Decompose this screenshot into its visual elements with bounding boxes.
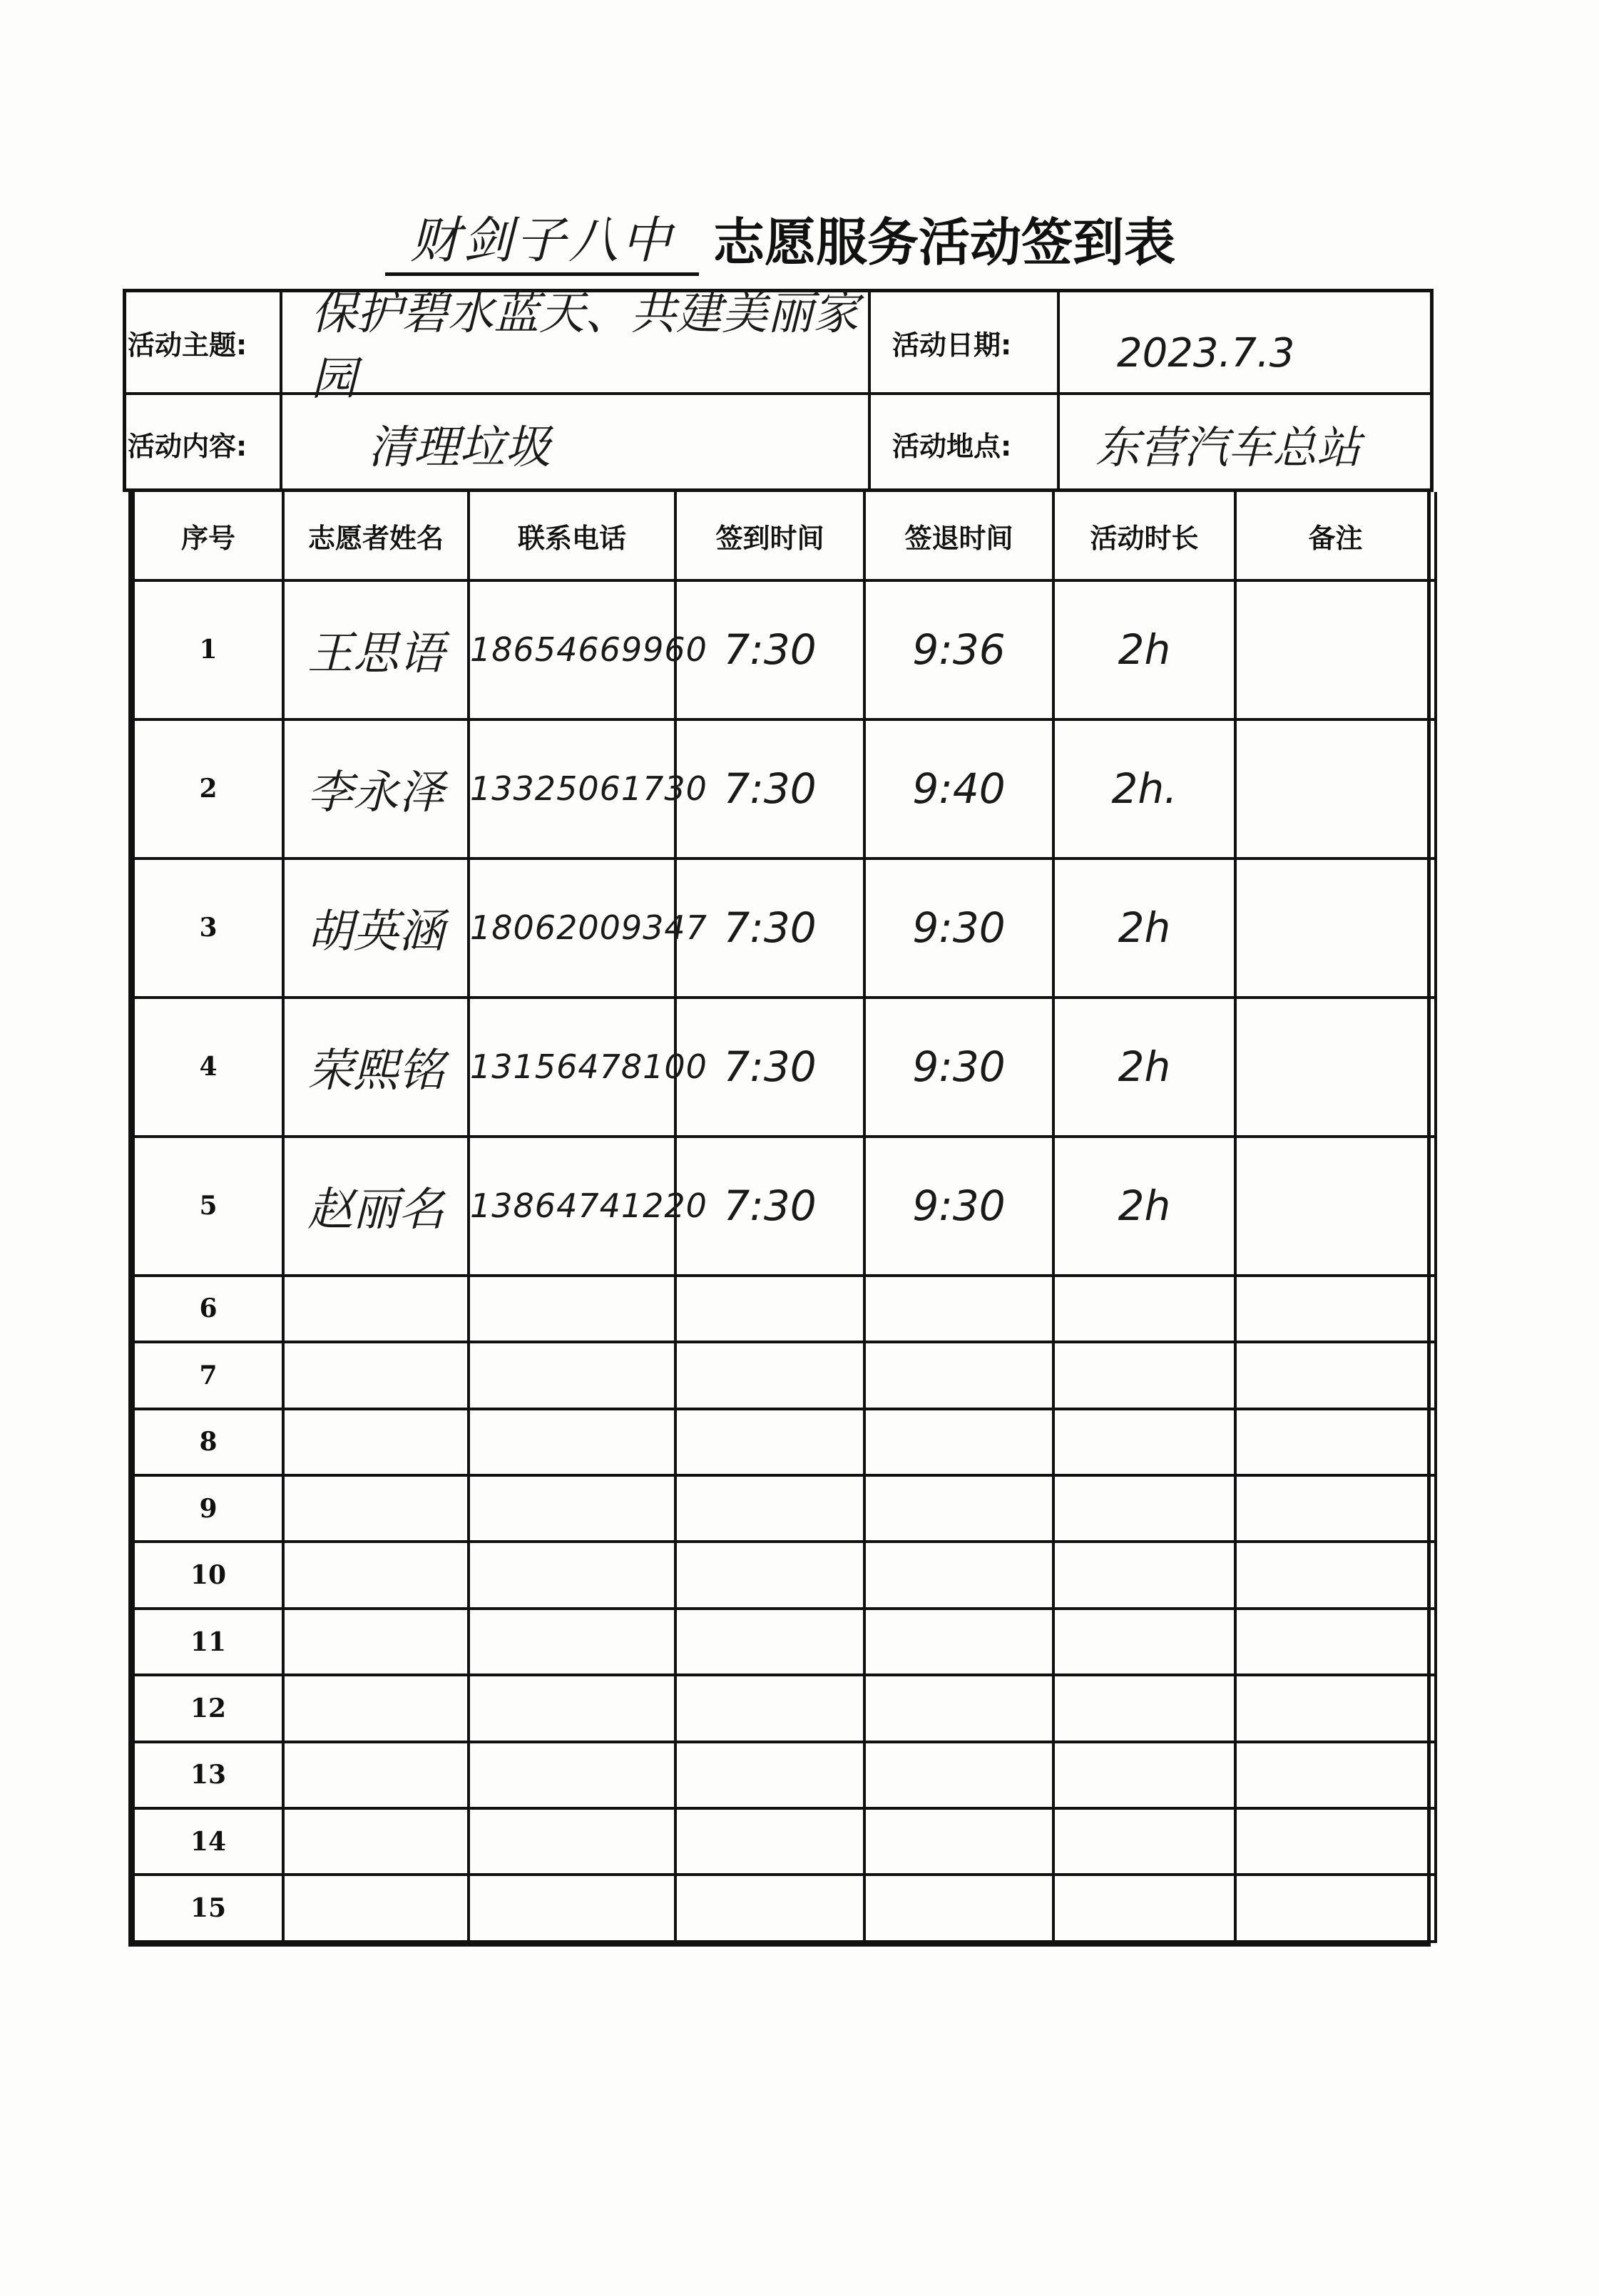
- column-header-duration: 活动时长: [1053, 492, 1235, 580]
- sign-out-time: [864, 1409, 1053, 1475]
- activity-info-table: [123, 289, 1434, 492]
- sign-in-time: [675, 1342, 864, 1408]
- note: [1235, 1742, 1436, 1808]
- sign-in-time: [675, 1808, 864, 1875]
- table-row: [133, 1409, 1436, 1475]
- activity-duration: [1053, 1342, 1235, 1408]
- volunteer-name: 荣熙铭: [283, 998, 469, 1137]
- row-number: 4: [133, 998, 283, 1137]
- sign-in-time: [675, 1609, 864, 1675]
- sign-out-time: [864, 1542, 1053, 1608]
- activity-place-label: 活动地点:: [892, 430, 1012, 462]
- table-row: [133, 998, 1436, 1137]
- row-number: 8: [133, 1409, 283, 1475]
- phone-number: 13864741220: [469, 1137, 675, 1276]
- phone-number: [469, 1475, 675, 1542]
- sign-in-time: 7:30: [675, 998, 864, 1137]
- organization-name-handwritten: 财剑子八中: [385, 208, 699, 276]
- sign-in-time: [675, 1875, 864, 1942]
- table-row: [133, 1609, 1436, 1675]
- row-number: 12: [133, 1675, 283, 1741]
- sign-out-time: 9:30: [864, 1137, 1053, 1276]
- column-header-name: 志愿者姓名: [283, 492, 469, 580]
- sheet-title: [357, 200, 1355, 285]
- sign-out-time: [864, 1875, 1053, 1942]
- note: [1235, 719, 1436, 859]
- volunteer-name: [283, 1342, 469, 1408]
- table-row: [133, 1675, 1436, 1741]
- sign-in-time: 7:30: [675, 580, 864, 719]
- volunteer-name: [283, 1542, 469, 1608]
- note: [1235, 580, 1436, 719]
- sign-in-time: [675, 1742, 864, 1808]
- table-row: [133, 1342, 1436, 1408]
- sign-out-time: [864, 1808, 1053, 1875]
- activity-duration: [1053, 1542, 1235, 1608]
- sign-out-time: 9:30: [864, 998, 1053, 1137]
- phone-number: 18062009347: [469, 859, 675, 998]
- table-row: [133, 1742, 1436, 1808]
- sheet-title-text: 志愿服务活动签到表: [713, 212, 1176, 272]
- volunteer-name: [283, 1675, 469, 1741]
- row-number: 15: [133, 1875, 283, 1942]
- volunteer-name: [283, 1409, 469, 1475]
- sign-in-time: 7:30: [675, 859, 864, 998]
- table-row: [133, 580, 1436, 719]
- column-header-number: 序号: [133, 492, 283, 580]
- phone-number: [469, 1609, 675, 1675]
- volunteer-name: [283, 1875, 469, 1942]
- sign-in-time: 7:30: [675, 719, 864, 859]
- activity-duration: [1053, 1276, 1235, 1342]
- activity-place-value: 东营汽车总站: [1095, 421, 1362, 473]
- phone-number: 13325061730: [469, 719, 675, 859]
- sign-out-time: [864, 1675, 1053, 1741]
- volunteer-name: 赵丽名: [283, 1137, 469, 1276]
- volunteer-name: [283, 1742, 469, 1808]
- sign-out-time: 9:36: [864, 580, 1053, 719]
- phone-number: [469, 1342, 675, 1408]
- column-header-note: 备注: [1235, 492, 1436, 580]
- activity-duration: [1053, 1409, 1235, 1475]
- phone-number: 18654669960: [469, 580, 675, 719]
- sign-out-time: [864, 1342, 1053, 1408]
- activity-date-value: 2023.7.3: [1117, 329, 1295, 376]
- table-row: [133, 1808, 1436, 1875]
- volunteer-name: [283, 1808, 469, 1875]
- activity-duration: 2h: [1053, 859, 1235, 998]
- activity-theme-label: 活动主题:: [128, 329, 247, 361]
- row-number: 10: [133, 1542, 283, 1608]
- activity-duration: 2h: [1053, 580, 1235, 719]
- row-number: 7: [133, 1342, 283, 1408]
- activity-duration: [1053, 1742, 1235, 1808]
- activity-date-label: 活动日期:: [892, 329, 1012, 361]
- activity-duration: [1053, 1609, 1235, 1675]
- volunteer-name: [283, 1276, 469, 1342]
- note: [1235, 1137, 1436, 1276]
- column-header-phone: 联系电话: [469, 492, 675, 580]
- note: [1235, 1409, 1436, 1475]
- volunteer-name: [283, 1609, 469, 1675]
- activity-duration: [1053, 1675, 1235, 1741]
- sign-out-time: 9:40: [864, 719, 1053, 859]
- activity-duration: [1053, 1808, 1235, 1875]
- phone-number: [469, 1742, 675, 1808]
- sign-in-time: [675, 1276, 864, 1342]
- table-row: [133, 1542, 1436, 1608]
- sign-in-time: 7:30: [675, 1137, 864, 1276]
- note: [1235, 998, 1436, 1137]
- phone-number: [469, 1276, 675, 1342]
- note: [1235, 1342, 1436, 1408]
- sign-in-time: [675, 1409, 864, 1475]
- row-number: 5: [133, 1137, 283, 1276]
- phone-number: 13156478100: [469, 998, 675, 1137]
- sign-out-time: [864, 1609, 1053, 1675]
- row-number: 9: [133, 1475, 283, 1542]
- column-header-sign-in-time: 签到时间: [675, 492, 864, 580]
- activity-content-value: 清理垃圾: [368, 421, 551, 474]
- table-row: [133, 1875, 1436, 1942]
- phone-number: [469, 1675, 675, 1741]
- volunteer-name: 王思语: [283, 580, 469, 719]
- row-number: 2: [133, 719, 283, 859]
- sign-out-time: [864, 1742, 1053, 1808]
- activity-duration: 2h: [1053, 1137, 1235, 1276]
- activity-duration: [1053, 1875, 1235, 1942]
- activity-content-label: 活动内容:: [128, 430, 247, 462]
- sign-in-time: [675, 1475, 864, 1542]
- activity-duration: 2h.: [1053, 719, 1235, 859]
- row-number: 14: [133, 1808, 283, 1875]
- sign-in-time: [675, 1542, 864, 1608]
- note: [1235, 1808, 1436, 1875]
- sign-out-time: 9:30: [864, 859, 1053, 998]
- table-header-row: [133, 492, 1436, 580]
- column-header-sign-out-time: 签退时间: [864, 492, 1053, 580]
- table-row: [133, 859, 1436, 998]
- activity-duration: [1053, 1475, 1235, 1542]
- row-number: 6: [133, 1276, 283, 1342]
- volunteer-sign-in-table: [128, 492, 1431, 1947]
- volunteer-name: [283, 1475, 469, 1542]
- note: [1235, 1276, 1436, 1342]
- note: [1235, 1675, 1436, 1741]
- phone-number: [469, 1875, 675, 1942]
- volunteer-name: 胡英涵: [283, 859, 469, 998]
- note: [1235, 859, 1436, 998]
- row-number: 11: [133, 1609, 283, 1675]
- table-row: [133, 719, 1436, 859]
- sign-out-time: [864, 1276, 1053, 1342]
- row-number: 13: [133, 1742, 283, 1808]
- note: [1235, 1475, 1436, 1542]
- phone-number: [469, 1808, 675, 1875]
- note: [1235, 1542, 1436, 1608]
- sign-out-time: [864, 1475, 1053, 1542]
- table-row: [133, 1475, 1436, 1542]
- activity-duration: 2h: [1053, 998, 1235, 1137]
- volunteer-name: 李永泽: [283, 719, 469, 859]
- sign-in-time: [675, 1675, 864, 1741]
- phone-number: [469, 1409, 675, 1475]
- row-number: 3: [133, 859, 283, 998]
- table-row: [133, 1137, 1436, 1276]
- table-row: [133, 1276, 1436, 1342]
- phone-number: [469, 1542, 675, 1608]
- note: [1235, 1609, 1436, 1675]
- note: [1235, 1875, 1436, 1942]
- activity-theme-value: 保护碧水蓝天、共建美丽家园: [311, 287, 859, 406]
- row-number: 1: [133, 580, 283, 719]
